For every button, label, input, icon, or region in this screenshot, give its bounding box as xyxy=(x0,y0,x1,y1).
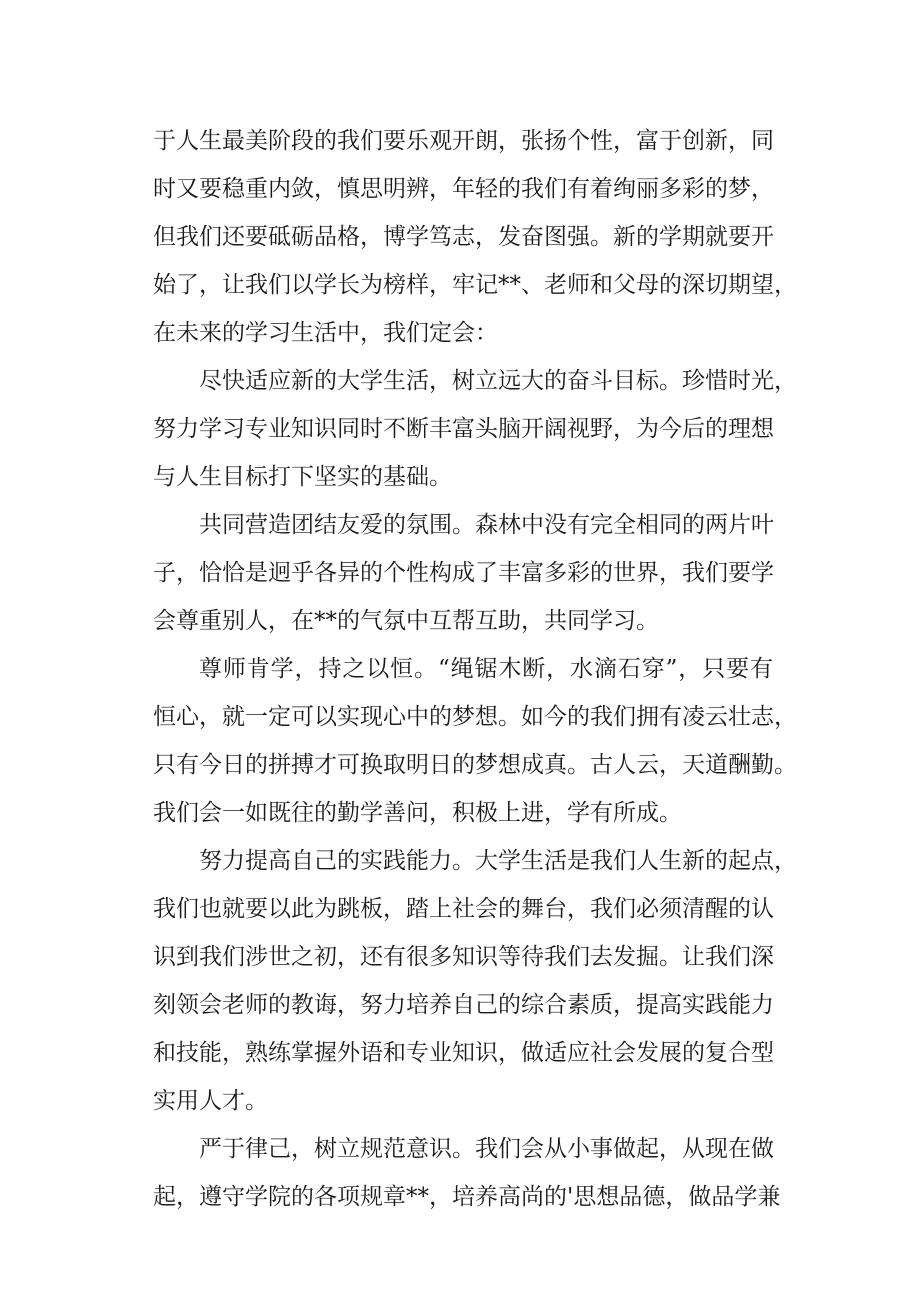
text-line: 在未来的学习生活中，我们定会： xyxy=(153,320,498,346)
paragraph xyxy=(153,357,797,501)
text-line: 识到我们涉世之初，还有很多知识等待我们去发掘。让我们深 xyxy=(153,944,774,970)
text-line: 严于律己，树立规范意识。我们会从小事做起，从现在做 xyxy=(199,1136,774,1162)
text-line: 于人生最美阶段的我们要乐观开朗，张扬个性，富于创新，同 xyxy=(153,128,774,154)
paragraph xyxy=(153,501,773,645)
document-body xyxy=(153,117,797,1221)
paragraph xyxy=(153,837,797,1125)
text-line: 和技能，熟练掌握外语和专业知识，做适应社会发展的复合型 xyxy=(153,1040,774,1066)
paragraph xyxy=(153,117,797,357)
text-line: 恒心，就一定可以实现心中的梦想。如今的我们拥有凌云壮志， xyxy=(153,704,797,730)
text-line: 只有今日的拼搏才可换取明日的梦想成真。古人云，天道酬勤。 xyxy=(153,752,797,778)
text-line: 共同营造团结友爱的氛围。森林中没有完全相同的两片叶 xyxy=(199,512,774,538)
text-line: 始了，让我们以学长为榜样，牢记**、老师和父母的深切期望， xyxy=(153,272,797,298)
text-line: 努力学习专业知识同时不断丰富头脑开阔视野，为今后的理想 xyxy=(153,416,774,442)
paragraph xyxy=(153,1125,781,1221)
text-line: 努力提高自己的实践能力。大学生活是我们人生新的起点， xyxy=(199,848,797,874)
text-line: 与人生目标打下坚实的基础。 xyxy=(153,464,452,490)
text-line: 我们会一如既往的勤学善问，积极上进，学有所成。 xyxy=(153,800,682,826)
text-line: 刻领会老师的教诲，努力培养自己的综合素质，提高实践能力 xyxy=(153,992,774,1018)
paragraph xyxy=(153,645,797,837)
text-line: 实用人才。 xyxy=(153,1088,268,1114)
text-line: 时又要稳重内敛，慎思明辨，年轻的我们有着绚丽多彩的梦， xyxy=(153,176,774,202)
text-line: 尽快适应新的大学生活，树立远大的奋斗目标。珍惜时光， xyxy=(199,368,797,394)
text-line: 起，遵守学院的各项规章**，培养高尚的'思想品德，做品学兼 xyxy=(153,1184,781,1210)
text-line: 尊师肯学，持之以恒。“绳锯木断，水滴石穿”，只要有 xyxy=(199,656,773,682)
text-line: 但我们还要砥砺品格，博学笃志，发奋图强。新的学期就要开 xyxy=(153,224,774,250)
text-line: 我们也就要以此为跳板，踏上社会的舞台，我们必须清醒的认 xyxy=(153,896,774,922)
text-line: 会尊重别人，在**的气氛中互帮互助，共同学习。 xyxy=(153,608,659,634)
text-line: 子，恰恰是迥乎各异的个性构成了丰富多彩的世界，我们要学 xyxy=(153,560,774,586)
